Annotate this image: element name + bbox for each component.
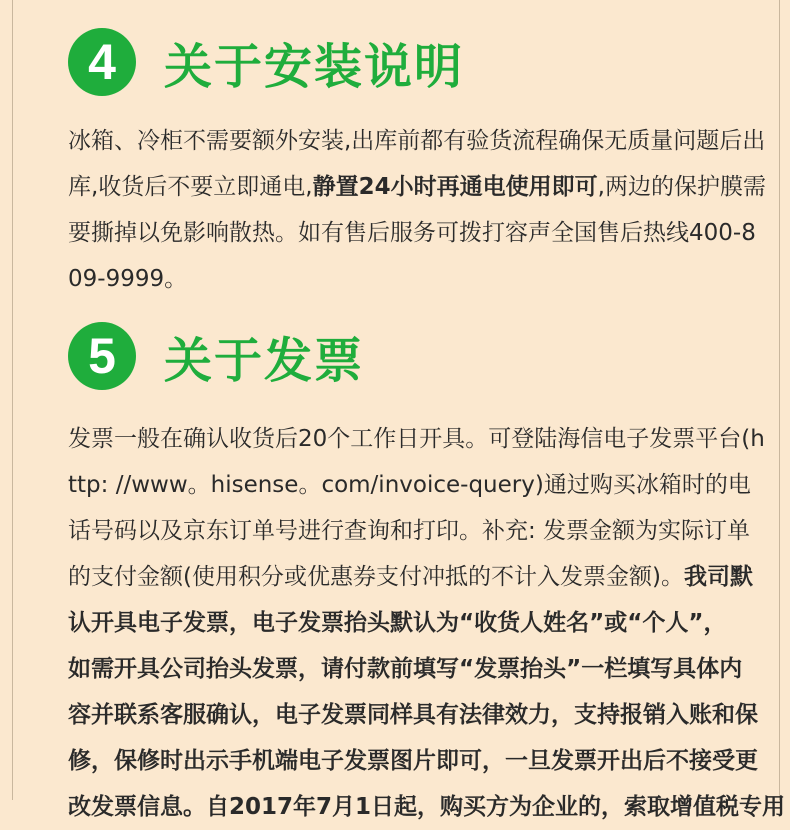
text-run: ttp: //www。hisense。com/invoice-query)通过购买冰箱时的电 bbox=[68, 472, 751, 498]
bold-text-run: 静置24小时再通电使用即可 bbox=[312, 174, 598, 200]
paragraph-line bbox=[68, 646, 743, 692]
paragraph-line bbox=[68, 692, 758, 738]
text-run: 要撕掉以免影响散热。如有售后服务可拨打容声全国售后热线400-8 bbox=[68, 220, 756, 246]
bold-text-run: 如需开具公司抬头发票，请付款前填写“发票抬头”一栏填写具体内 bbox=[68, 656, 743, 682]
paragraph-line bbox=[68, 784, 786, 830]
paragraph-line bbox=[68, 118, 766, 164]
invoice-paragraph bbox=[68, 416, 786, 830]
text-run: ,两边的保护膜需 bbox=[597, 174, 766, 200]
paragraph-line bbox=[68, 600, 728, 646]
paragraph-line bbox=[68, 210, 756, 256]
text-run: 09-9999。 bbox=[68, 266, 188, 292]
bold-text-run: 改发票信息。自2017年7月1日起，购买方为企业的，索取增值税专用 bbox=[68, 794, 786, 820]
section-heading-invoice bbox=[68, 316, 364, 396]
text-run: 冰箱、冷柜不需要额外安装,出库前都有验货流程确保无质量问题后出 bbox=[68, 128, 766, 154]
paragraph-line bbox=[68, 164, 766, 210]
paragraph-line bbox=[68, 416, 765, 462]
section-number-badge: 4 bbox=[68, 28, 136, 96]
bold-text-run: 容并联系客服确认，电子发票同样具有法律效力，支持报销入账和保 bbox=[68, 702, 758, 728]
section-heading-installation bbox=[68, 22, 464, 102]
text-run: 发票一般在确认收货后20个工作日开具。可登陆海信电子发票平台(h bbox=[68, 426, 765, 452]
text-run: 的支付金额(使用积分或优惠券支付冲抵的不计入发票金额)。 bbox=[68, 564, 684, 590]
paragraph-line bbox=[68, 462, 751, 508]
section-title: 关于安装说明 bbox=[164, 38, 465, 95]
installation-paragraph bbox=[68, 118, 766, 302]
text-run: 库,收货后不要立即通电, bbox=[68, 174, 313, 200]
paragraph-line bbox=[68, 738, 758, 784]
paragraph-line bbox=[68, 508, 751, 554]
bold-text-run: 我司默 bbox=[683, 564, 753, 590]
bold-text-run: 修，保修时出示手机端电子发票图片即可，一旦发票开出后不接受更 bbox=[68, 748, 758, 774]
section-title: 关于发票 bbox=[164, 332, 365, 389]
paragraph-line bbox=[68, 256, 728, 302]
text-run: 话号码以及京东订单号进行查询和打印。补充: 发票金额为实际订单 bbox=[68, 518, 751, 544]
section-number-badge: 5 bbox=[68, 322, 136, 390]
bold-text-run: 认开具电子发票，电子发票抬头默认为“收货人姓名”或“个人”， bbox=[68, 610, 727, 636]
paragraph-line bbox=[68, 554, 753, 600]
